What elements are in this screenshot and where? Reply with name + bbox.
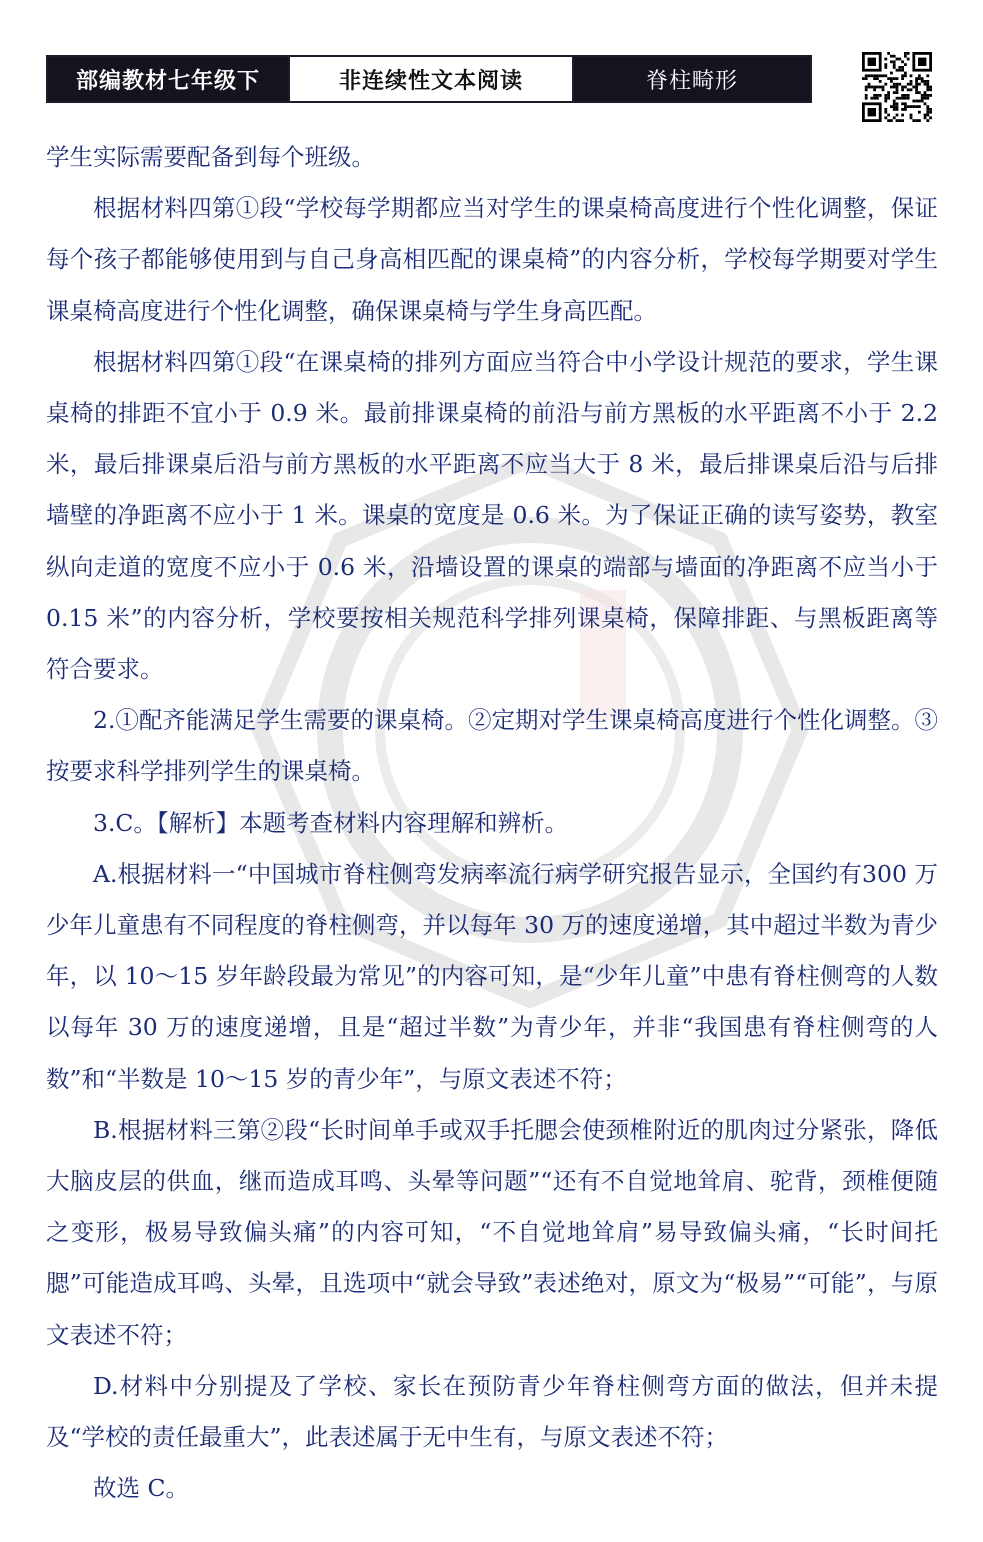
answer-text [46, 132, 938, 1514]
header-bar [46, 55, 812, 103]
paragraph: D.材料中分别提及了学校、家长在预防青少年脊柱侧弯方面的做法，但并未提及“学校的责任最重大”，此表述属于无中生有，与原文表述不符； [46, 1371, 938, 1452]
qr-code-icon [862, 52, 932, 122]
paragraph: 根据材料四第①段“在课桌椅的排列方面应当符合中小学设计规范的要求，学生课桌椅的排距不宜小于 0.9 米。最前排课桌椅的前沿与前方黑板的水平距离不小于 2.2 米，最后排课桌后沿与前方黑板的水平距离不应当大于 8 米，最后排课桌后沿与后排墙壁的净距离不应小于 1 米。课桌的宽度是 0.6 米。为了保证正确的读写姿势，教室纵向走道的宽度不应小于 0.6 米，沿墙设置的课桌的端部与墙面的净距离不应当小于 0.15 米”的内容分析，学校要按相关规范科学排列课桌椅，保障排距、与黑板距离等符合要求。 [46, 347, 938, 684]
paragraph: 根据材料四第①段“学校每学期都应当对学生的课桌椅高度进行个性化调整，保证每个孩子都能够使用到与自己身高相匹配的课桌椅”的内容分析，学校每学期要对学生课桌椅高度进行个性化调整，确保课桌椅与学生身高匹配。 [46, 194, 938, 325]
paragraph: 3.C。【解析】本题考查材料内容理解和辨析。 [93, 808, 569, 837]
topic-label: 脊柱畸形 [574, 57, 810, 101]
grade-label: 部编教材七年级下 [48, 57, 288, 101]
paragraph: 故选 C。 [93, 1474, 189, 1503]
paragraph: A.根据材料一“中国城市脊柱侧弯发病率流行病学研究报告显示，全国约有300 万少年儿童患有不同程度的脊柱侧弯，并以每年 30 万的速度递增，其中超过半数为青少年，以 10～15 岁年龄段最为常见”的内容可知，是“少年儿童”中患有脊柱侧弯的人数以每年 30 万的速度递增，且是“超过半数”为青少年，并非“我国患有脊柱侧弯的人数”和“半数是 10～15 岁的青少年”，与原文表述不符； [46, 859, 938, 1093]
section-title: 非连续性文本阅读 [288, 57, 574, 101]
paragraph: 2.①配齐能满足学生需要的课桌椅。②定期对学生课桌椅高度进行个性化调整。③按要求科学排列学生的课桌椅。 [46, 706, 938, 786]
paragraph: B.根据材料三第②段“长时间单手或双手托腮会使颈椎附近的肌肉过分紧张，降低大脑皮层的供血，继而造成耳鸣、头晕等问题”“还有不自觉地耸肩、驼背，颈椎便随之变形，极易导致偏头痛”的内容可知，“不自觉地耸肩”易导致偏头痛，“长时间托腮”可能造成耳鸣、头晕，且选项中“就会导致”表述绝对，原文为“极易”“可能”，与原文表述不符； [46, 1115, 938, 1349]
paragraph: 学生实际需要配备到每个班级。 [46, 143, 375, 171]
